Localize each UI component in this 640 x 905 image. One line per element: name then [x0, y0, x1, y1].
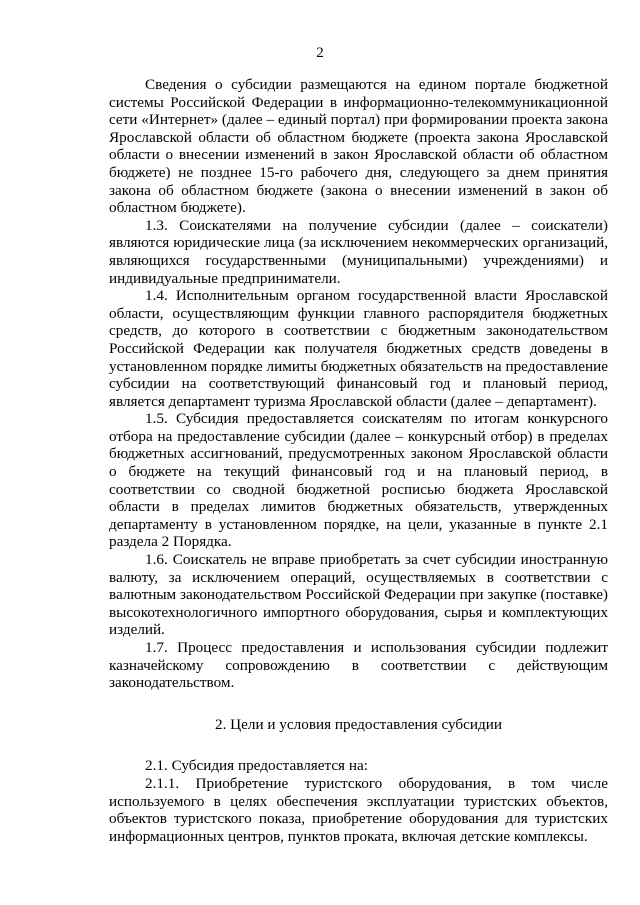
paragraph-1-6-foreign-currency: 1.6. Соискатель не вправе приобретать за счет субсидии иностранную валюту, за исключением операций, осуществляемых в соответствии с валютным законодательством Российской Федерации при закупке (поставке) высокотехнологичного импортного оборудования, сырья и комплектующих изделий.: [109, 551, 608, 639]
paragraph-1-3-applicants: 1.3. Соискателями на получение субсидии (далее – соискатели) являются юридические лица (за исключением некоммерческих организаций, являющихся государственными (муниципальными) учреждениями) и индивидуальные предприниматели.: [109, 216, 608, 287]
paragraph-1-5-competitive-selection: 1.5. Субсидия предоставляется соискателям по итогам конкурсного отбора на предоставление субсидии (далее – конкурсный отбор) в пределах бюджетных ассигнований, предусмотренных законом Ярославской области о бюджете на текущий финансовый год и на плановый период, в соответствии со сводной бюджетной росписью бюджета Ярославской области в пределах лимитов бюджетных обязательств, утвержденных департаменту в установленном порядке, на цели, указанные в пункте 2.1 раздела 2 Порядка.: [109, 410, 608, 551]
document-body: [109, 76, 608, 845]
section-heading: 2. Цели и условия предоставления субсидии: [214, 715, 503, 733]
paragraph-1-4-executive-body: 1.4. Исполнительным органом государственной власти Ярославской области, осуществляющим функции главного распорядителя бюджетных средств, до которого в соответствии с бюджетным законодательством Российской Федерации как получателя бюджетных средств доведены в установленном порядке лимиты бюджетных обязательств на предоставление субсидии на соответствующий финансовый год и плановый период, является департамент туризма Ярославской области (далее – департамент).: [109, 287, 608, 410]
paragraph-2-1-1-equipment: 2.1.1. Приобретение туристского оборудования, в том числе используемого в целях обеспечения эксплуатации туристских объектов, объектов туристского показа, приобретение оборудования для туристских информационных центров, пунктов проката, включая детские комплексы.: [109, 774, 608, 845]
paragraph-2-1-subsidy-purpose: 2.1. Субсидия предоставляется на:: [145, 757, 368, 775]
paragraph-1-7-treasury-support: 1.7. Процесс предоставления и использования субсидии подлежит казначейскому сопровождению в соответствии с действующим законодательством.: [109, 639, 608, 692]
page-number: 2: [316, 45, 324, 61]
paragraph-subsidy-info-portal: Сведения о субсидии размещаются на едином портале бюджетной системы Российской Федерации в информационно-телекоммуникационной сети «Интернет» (далее – единый портал) при формировании проекта закона Ярославской области об областном бюджете (проекта закона Ярославской области о внесении изменений в закон Ярославской области об областном бюджете) не позднее 15-го рабочего дня, следующего за днем принятия закона об областном бюджете (закона о внесении изменений в закон об областном бюджете).: [109, 76, 608, 217]
